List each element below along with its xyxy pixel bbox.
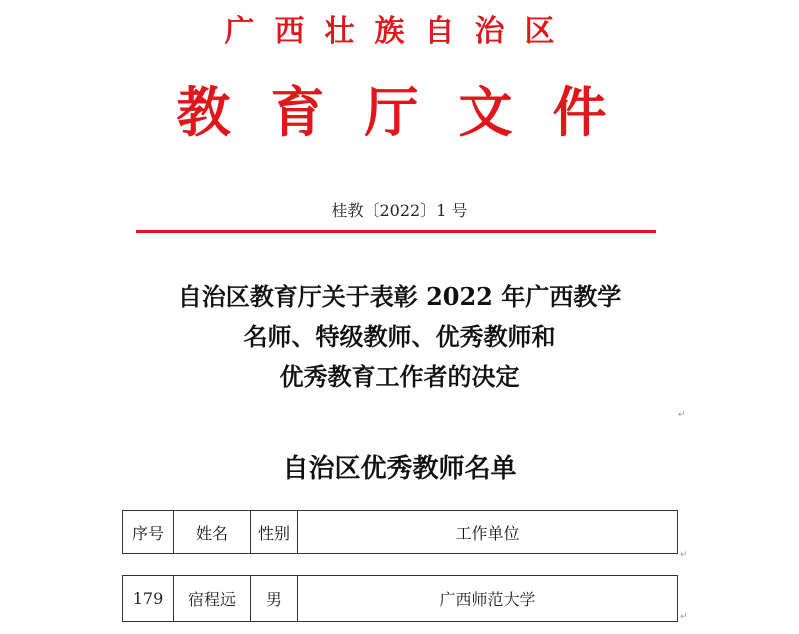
name-list-table-header bbox=[122, 510, 678, 554]
paragraph-mark-icon: ↵ bbox=[680, 612, 688, 622]
cell-work-unit: 广西师范大学 bbox=[298, 576, 678, 622]
issuer-region: 广西壮族自治区 bbox=[224, 14, 575, 49]
paragraph-mark-icon: ↵ bbox=[680, 550, 688, 560]
title-line-2: 名师、特级教师、优秀教师和 bbox=[243, 322, 556, 351]
header-name: 姓名 bbox=[174, 511, 251, 554]
header-work-unit: 工作单位 bbox=[298, 511, 678, 554]
title-line-1: 自治区教育厅关于表彰 2022 年广西教学 bbox=[177, 282, 622, 311]
table-row bbox=[123, 576, 678, 622]
red-divider-line bbox=[136, 230, 656, 233]
paragraph-mark-icon: ↵ bbox=[678, 410, 686, 420]
name-list-table bbox=[122, 575, 678, 622]
header-serial: 序号 bbox=[123, 511, 174, 554]
cell-name: 宿程远 bbox=[174, 576, 251, 622]
title-line-3: 优秀教育工作者的决定 bbox=[279, 362, 520, 391]
list-title: 自治区优秀教师名单 bbox=[282, 454, 517, 484]
document-number: 桂教〔2022〕1 号 bbox=[331, 201, 468, 220]
cell-serial: 179 bbox=[123, 576, 174, 622]
cell-gender: 男 bbox=[251, 576, 298, 622]
header-gender: 性别 bbox=[251, 511, 298, 554]
document-title bbox=[0, 277, 799, 397]
table-header-row bbox=[123, 511, 678, 554]
issuer-document-heading: 教育厅文件 bbox=[176, 80, 647, 144]
